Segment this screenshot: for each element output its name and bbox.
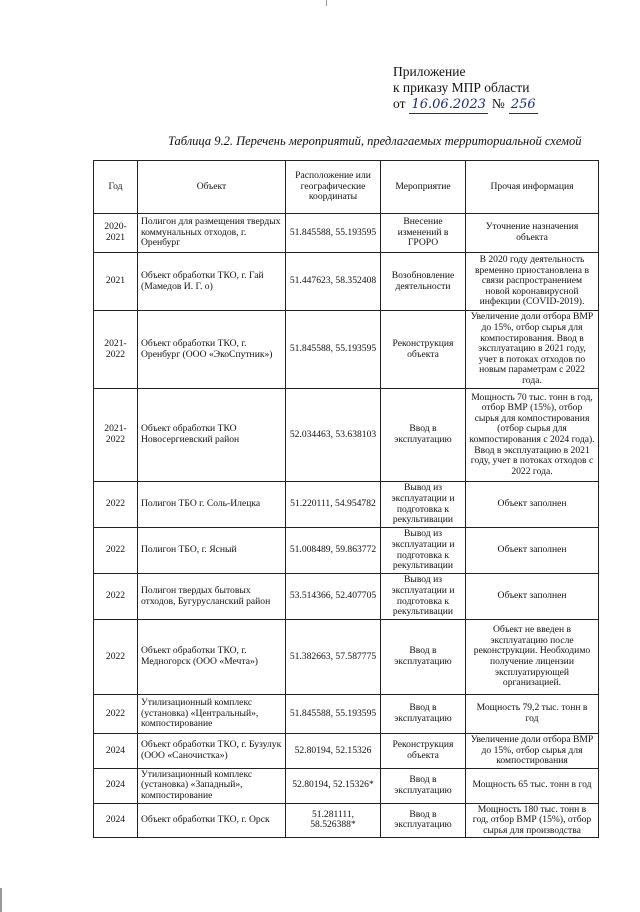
cell-coords: 51.447623, 58.352408 — [286, 253, 381, 311]
cell-object: Полигон для размещения твердых коммунальных отходов, г. Оренбург — [138, 214, 286, 253]
cell-action: Ввод в эксплуатацию — [381, 803, 466, 838]
cell-object: Утилизационный комплекс (установка) «Центральный», компостирование — [138, 695, 286, 734]
cell-action: Ввод в эксплуатацию — [381, 695, 466, 734]
cell-info: Увеличение доли отбора ВМР до 15%, отбор сырья для компостирования — [466, 734, 599, 769]
approval-number: 256 — [510, 97, 536, 112]
cell-object: Полигон ТБО, г. Ясный — [138, 528, 286, 574]
table-header-row — [94, 161, 599, 214]
cell-object: Объект обработки ТКО, г. Бузулук (ООО «Саночистка») — [138, 734, 286, 769]
cell-year: 2020-2021 — [94, 214, 138, 253]
cell-year: 2024 — [94, 734, 138, 769]
cell-info: Мощность 65 тыс. тонн в год — [466, 768, 599, 803]
approval-date-line — [393, 96, 538, 114]
table-row — [94, 253, 599, 311]
approval-prefix: от — [393, 96, 406, 111]
approval-line-1: Приложение — [393, 64, 466, 79]
cell-year: 2022 — [94, 574, 138, 620]
cell-action: Вывод из эксплуатации и подготовка к рекультивации — [381, 482, 466, 528]
cell-action: Возобновление деятельности — [381, 253, 466, 311]
cell-year: 2024 — [94, 803, 138, 838]
cell-action: Реконструкция объекта — [381, 734, 466, 769]
cell-action: Ввод в эксплуатацию — [381, 620, 466, 695]
cell-info: Увеличение доли отбора ВМР до 15%, отбор сырья для компостирования. Ввод в эксплуатацию в 2021 году, учет в потоках отходов по новым параметрам с 2022 года. — [466, 311, 599, 389]
table-row — [94, 620, 599, 695]
cell-info: Уточнение назначения объекта — [466, 214, 599, 253]
cell-year: 2022 — [94, 482, 138, 528]
cell-info: Объект заполнен — [466, 482, 599, 528]
cell-coords: 52.80194, 52.15326* — [286, 768, 381, 803]
cell-object: Объект обработки ТКО, г. Оренбург (ООО «ЭкоСпутник») — [138, 311, 286, 389]
measures-table — [93, 160, 599, 838]
cell-info: Объект не введен в эксплуатацию после реконструкции. Необходимо получение лицензии эксплуатирующей организацией. — [466, 620, 599, 695]
cell-coords: 52.034463, 53.638103 — [286, 389, 381, 482]
header-action: Мероприятие — [381, 161, 466, 214]
table-row — [94, 803, 599, 838]
table-row — [94, 311, 599, 389]
cell-info: Мощность 70 тыс. тонн в год, отбор ВМР (15%), отбор сырья для компостирования (отбор сырья для компостирования с 2024 года). Ввод в эксплуатацию в 2021 году, учет в потоках отходов с 2022 года. — [466, 389, 599, 482]
cell-coords: 51.845588, 55.193595 — [286, 311, 381, 389]
table-row — [94, 695, 599, 734]
header-info: Прочая информация — [466, 161, 599, 214]
approval-block — [393, 64, 538, 114]
header-object: Объект — [138, 161, 286, 214]
cell-year: 2022 — [94, 695, 138, 734]
cell-object: Полигон твердых бытовых отходов, Бугурусланский район — [138, 574, 286, 620]
cell-action: Вывод из эксплуатации и подготовка к рекультивации — [381, 574, 466, 620]
approval-date: 16.06.2023 — [411, 97, 486, 112]
approval-line-2: к приказу МПР области — [393, 80, 530, 95]
table-row — [94, 389, 599, 482]
table-row — [94, 574, 599, 620]
header-year: Год — [94, 161, 138, 214]
approval-number-sign: № — [491, 96, 505, 111]
scan-mark-bottom — [0, 888, 2, 912]
cell-object: Утилизационный комплекс (установка) «Западный», компостирование — [138, 768, 286, 803]
cell-action: Ввод в эксплуатацию — [381, 389, 466, 482]
cell-year: 2022 — [94, 528, 138, 574]
cell-year: 2024 — [94, 768, 138, 803]
cell-info: Мощность 180 тыс. тонн в год, отбор ВМР (15%), отбор сырья для производства — [466, 803, 599, 838]
cell-info: Объект заполнен — [466, 528, 599, 574]
table-row — [94, 768, 599, 803]
scan-mark-top — [326, 0, 327, 6]
cell-year: 2021 — [94, 253, 138, 311]
table-caption: Таблица 9.2. Перечень мероприятий, предлагаемых территориальной схемой — [168, 134, 582, 148]
cell-object: Объект обработки ТКО, г. Гай (Мамедов И. Г. о) — [138, 253, 286, 311]
cell-info: Объект заполнен — [466, 574, 599, 620]
cell-coords: 51.845588, 55.193595 — [286, 214, 381, 253]
cell-year: 2021-2022 — [94, 311, 138, 389]
cell-coords: 51.281111, 58.526388* — [286, 803, 381, 838]
cell-info: Мощность 79,2 тыс. тонн в год — [466, 695, 599, 734]
cell-info: В 2020 году деятельность временно приостановлена в связи распространением новой коронавирусной инфекции (COVID-2019). — [466, 253, 599, 311]
cell-object: Полигон ТБО г. Соль-Илецка — [138, 482, 286, 528]
cell-object: Объект обработки ТКО Новосергиевский район — [138, 389, 286, 482]
cell-object: Объект обработки ТКО, г. Орск — [138, 803, 286, 838]
table-row — [94, 528, 599, 574]
header-coords: Расположение или географические координаты — [286, 161, 381, 214]
cell-coords: 51.382663, 57.587775 — [286, 620, 381, 695]
cell-coords: 51.008489, 59.863772 — [286, 528, 381, 574]
cell-year: 2022 — [94, 620, 138, 695]
cell-coords: 51.845588, 55.193595 — [286, 695, 381, 734]
cell-action: Ввод в эксплуатацию — [381, 768, 466, 803]
cell-object: Объект обработки ТКО, г. Медногорск (ООО «Мечта») — [138, 620, 286, 695]
cell-action: Вывод из эксплуатации и подготовка к рекультивации — [381, 528, 466, 574]
cell-coords: 51.220111, 54.954782 — [286, 482, 381, 528]
cell-year: 2021-2022 — [94, 389, 138, 482]
table-row — [94, 482, 599, 528]
cell-coords: 53.514366, 52.407705 — [286, 574, 381, 620]
cell-action: Внесение изменений в ГРОРО — [381, 214, 466, 253]
table-row — [94, 214, 599, 253]
cell-coords: 52.80194, 52.15326 — [286, 734, 381, 769]
cell-action: Реконструкция объекта — [381, 311, 466, 389]
table-row — [94, 734, 599, 769]
